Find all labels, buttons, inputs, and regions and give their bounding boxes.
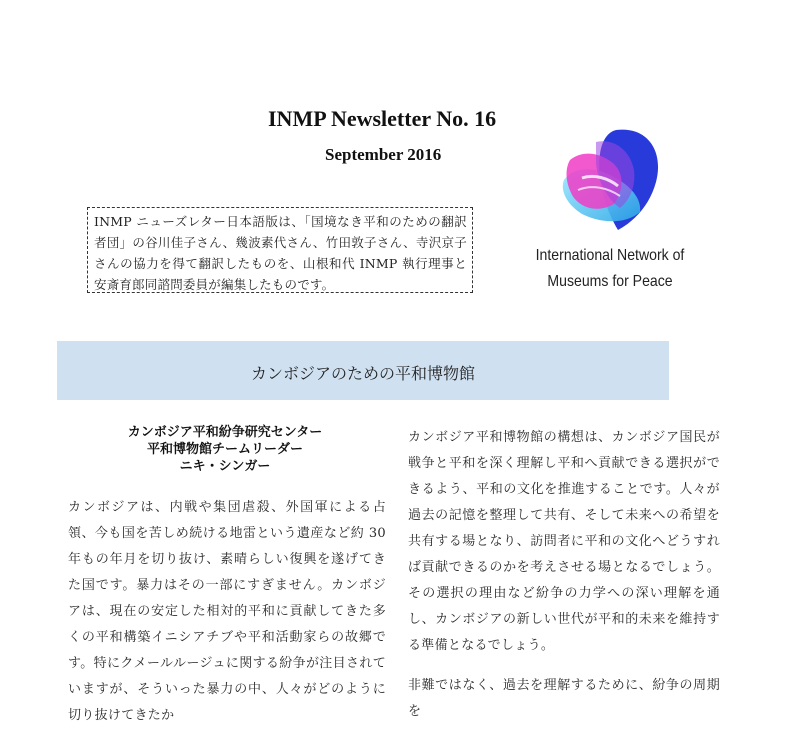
article-heading: カンボジアのための平和博物館 [250,364,475,383]
translation-credit-box [87,207,473,293]
inmp-logo-icon [556,120,666,232]
translation-credit-text: INMP ニューズレター日本語版は、「国境なき平和のための翻訳者団」の谷川佳子さん、幾波素代さん、竹田敦子さん、寺沢京子さんの協力を得て翻訳したものを、山根和代 INMP 執行理事と安斎育郎同諮問委員が編集したものです。 [94,214,467,292]
body-paragraph: カンボジア平和博物館の構想は、カンボジア国民が戦争と平和を深く理解し平和へ貢献できる選択ができるよう、平和の文化を推進することです。人々が過去の記憶を整理して共有、そして未来への希望を共有する場となり、訪問者に平和の文化へどうすれば貢献できるのかを考えさせる場となるでしょう。その選択の理由など紛争の力学への深い理解を通し、カンボジアの新しい世代が平和的未来を維持する準備となるでしょう。 [408,430,720,653]
article-author [70,424,380,475]
body-paragraph: 非難ではなく、過去を理解するために、紛争の周期を [408,678,720,719]
body-paragraph: カンボジアは、内戦や集団虐殺、外国軍による占領、今も国を苦しめ続ける地雷という遺産など約 30 年もの年月を切り抜け、素晴らしい復興を遂げてきた国です。暴力はその一部にすぎません。カンボジアは、現在の安定した相対的平和に貢献してきた多くの平和構築イニシアチブや平和活動家らの故郷です。特にクメールルージュに関する紛争が注目されていますが、そういった暴力の中、人々がどのように切り抜けてきたか [68,500,386,723]
right-column [408,425,720,725]
newsletter-title: INMP Newsletter No. 16 [268,106,497,131]
logo-caption-line2: Museums for Peace [547,273,673,290]
left-column [68,495,386,729]
article-heading-banner [57,341,669,400]
logo-caption-line1: International Network of [535,247,685,264]
logo-caption [531,243,689,295]
author-organization: カンボジア平和紛争研究センター [127,425,323,440]
newsletter-date: September 2016 [325,145,442,164]
author-role: 平和博物館チームリーダー [146,442,303,457]
author-name: ニキ・シンガー [179,459,271,474]
